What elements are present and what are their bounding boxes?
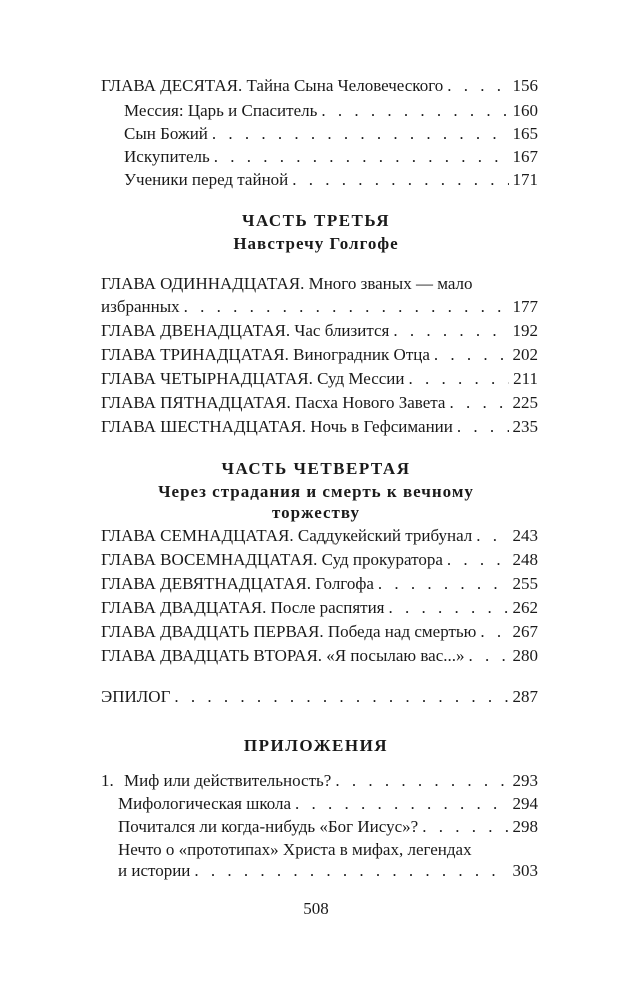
leader-dots (434, 344, 509, 366)
toc-entry-page: 293 (512, 771, 538, 790)
toc-entry-label: ЭПИЛОГ (101, 687, 171, 706)
leader-dots (422, 816, 508, 838)
toc-entry-page: 165 (512, 124, 538, 143)
toc-entry-ch15[interactable] (101, 392, 538, 414)
toc-entry-page: 243 (512, 526, 538, 545)
toc-entry-page: 248 (512, 550, 538, 569)
leader-dots (447, 75, 508, 97)
toc-entry-label: Мессия: Царь и Спаситель (124, 101, 318, 120)
toc-entry-label: ГЛАВА ДВАДЦАТЬ ПЕРВАЯ. Победа над смертью (101, 622, 477, 641)
toc-entry-label: Ученики перед тайной (124, 170, 289, 189)
toc-subentry-disciples[interactable] (124, 169, 538, 191)
part4-subtitle-line2: торжеству (272, 503, 360, 522)
toc-entry-page: 167 (512, 147, 538, 166)
part4-title: ЧАСТЬ ЧЕТВЕРТАЯ (221, 459, 411, 478)
leader-dots (292, 169, 508, 191)
toc-entry-ch17[interactable] (101, 525, 538, 547)
toc-entry-label: ГЛАВА ДЕВЯТНАДЦАТАЯ. Голгофа (101, 574, 374, 593)
toc-entry-page: 235 (512, 417, 538, 436)
toc-entry-label: и истории (118, 861, 191, 880)
leader-dots (378, 573, 509, 595)
leader-dots (295, 793, 508, 815)
leader-dots (335, 770, 508, 792)
toc-entry-label: Почитался ли когда-нибудь «Бог Иисус»? (118, 817, 419, 836)
toc-appendix-prototypes-line1[interactable]: Нечто о «прототипах» Христа в мифах, легендах (118, 840, 472, 859)
toc-entry-page: 255 (512, 574, 538, 593)
toc-entry-page: 267 (512, 622, 538, 641)
leader-dots (476, 525, 508, 547)
toc-entry-label: избранных (101, 297, 180, 316)
toc-entry-page: 192 (512, 321, 538, 340)
toc-entry-page: 156 (512, 76, 538, 95)
toc-entry-page: 303 (512, 861, 538, 880)
toc-entry-page: 202 (512, 345, 538, 364)
toc-appendix-god-jesus[interactable] (118, 816, 538, 838)
leader-dots (388, 597, 508, 619)
leader-dots (449, 392, 508, 414)
toc-entry-label: ГЛАВА ТРИНАДЦАТАЯ. Виноградник Отца (101, 345, 430, 364)
page-number: 508 (303, 899, 329, 918)
toc-entry-page: 177 (512, 297, 538, 316)
toc-entry-label: Сын Божий (124, 124, 208, 143)
toc-entry-label: Мифологическая школа (118, 794, 292, 813)
leader-dots (469, 645, 509, 667)
toc-entry-ch12[interactable] (101, 320, 538, 342)
appendices-title: ПРИЛОЖЕНИЯ (243, 736, 389, 755)
toc-subentry-son-of-god[interactable] (124, 123, 538, 145)
toc-appendix-prototypes[interactable] (118, 860, 538, 882)
toc-entry-ch18[interactable] (101, 549, 538, 571)
toc-entry-ch21[interactable] (101, 621, 538, 643)
part3-title: ЧАСТЬ ТРЕТЬЯ (241, 211, 391, 230)
leader-dots (212, 123, 509, 145)
toc-entry-page: 287 (512, 687, 538, 706)
part4-subtitle-line1: Через страдания и смерть к вечному (158, 482, 474, 501)
toc-entry-page: 294 (512, 794, 538, 813)
leader-dots (447, 549, 509, 571)
toc-entry-ch10[interactable] (101, 75, 538, 97)
toc-entry-epilogue[interactable] (101, 686, 538, 708)
toc-entry-label: ГЛАВА ПЯТНАДЦАТАЯ. Пасха Нового Завета (101, 393, 446, 412)
leader-dots (480, 621, 508, 643)
part3-subtitle: Навстречу Голгофе (233, 234, 399, 253)
toc-entry-ch14[interactable] (101, 368, 538, 390)
toc-appendix-myth-or-reality[interactable] (124, 770, 538, 792)
toc-entry-label: ГЛАВА ДВАДЦАТЬ ВТОРАЯ. «Я посылаю вас...» (101, 646, 465, 665)
toc-entry-page: 160 (512, 101, 538, 120)
toc-entry-label: ГЛАВА СЕМНАДЦАТАЯ. Саддукейский трибунал (101, 526, 473, 545)
leader-dots (393, 320, 508, 342)
toc-entry-ch16[interactable] (101, 416, 538, 438)
leader-dots (409, 368, 510, 390)
leader-dots (214, 146, 509, 168)
leader-dots (174, 686, 508, 708)
leader-dots (194, 860, 508, 882)
toc-entry-ch22[interactable] (101, 645, 538, 667)
toc-entry-page: 171 (512, 170, 538, 189)
toc-entry-label: ГЛАВА ДВАДЦАТАЯ. После распятия (101, 598, 385, 617)
toc-entry-page: 298 (512, 817, 538, 836)
toc-entry-ch20[interactable] (101, 597, 538, 619)
toc-entry-label: ГЛАВА ДЕСЯТАЯ. Тайна Сына Человеческого (101, 76, 444, 95)
leader-dots (321, 100, 508, 122)
toc-subentry-messiah[interactable] (124, 100, 538, 122)
toc-entry-label: Миф или действительность? (124, 771, 332, 790)
toc-entry-label: Искупитель (124, 147, 210, 166)
toc-entry-label: ГЛАВА ЧЕТЫРНАДЦАТАЯ. Суд Мессии (101, 369, 405, 388)
toc-entry-label: ГЛАВА ШЕСТНАДЦАТАЯ. Ночь в Гефсимании (101, 417, 453, 436)
toc-entry-label: ГЛАВА ВОСЕМНАДЦАТАЯ. Суд прокуратора (101, 550, 443, 569)
leader-dots (184, 296, 509, 318)
toc-entry-page: 280 (512, 646, 538, 665)
toc-appendix-mythological-school[interactable] (118, 793, 538, 815)
toc-entry-page: 225 (512, 393, 538, 412)
leader-dots (457, 416, 509, 438)
toc-entry-label: ГЛАВА ДВЕНАДЦАТАЯ. Час близится (101, 321, 390, 340)
toc-entry-page: 262 (512, 598, 538, 617)
toc-entry-ch13[interactable] (101, 344, 538, 366)
toc-entry-ch11[interactable] (101, 296, 538, 318)
toc-subentry-redeemer[interactable] (124, 146, 538, 168)
toc-entry-ch11-line1[interactable]: ГЛАВА ОДИННАДЦАТАЯ. Много званых — мало (101, 274, 473, 293)
appendix-number: 1. (101, 771, 114, 790)
toc-entry-ch19[interactable] (101, 573, 538, 595)
toc-entry-page: 211 (513, 369, 538, 388)
